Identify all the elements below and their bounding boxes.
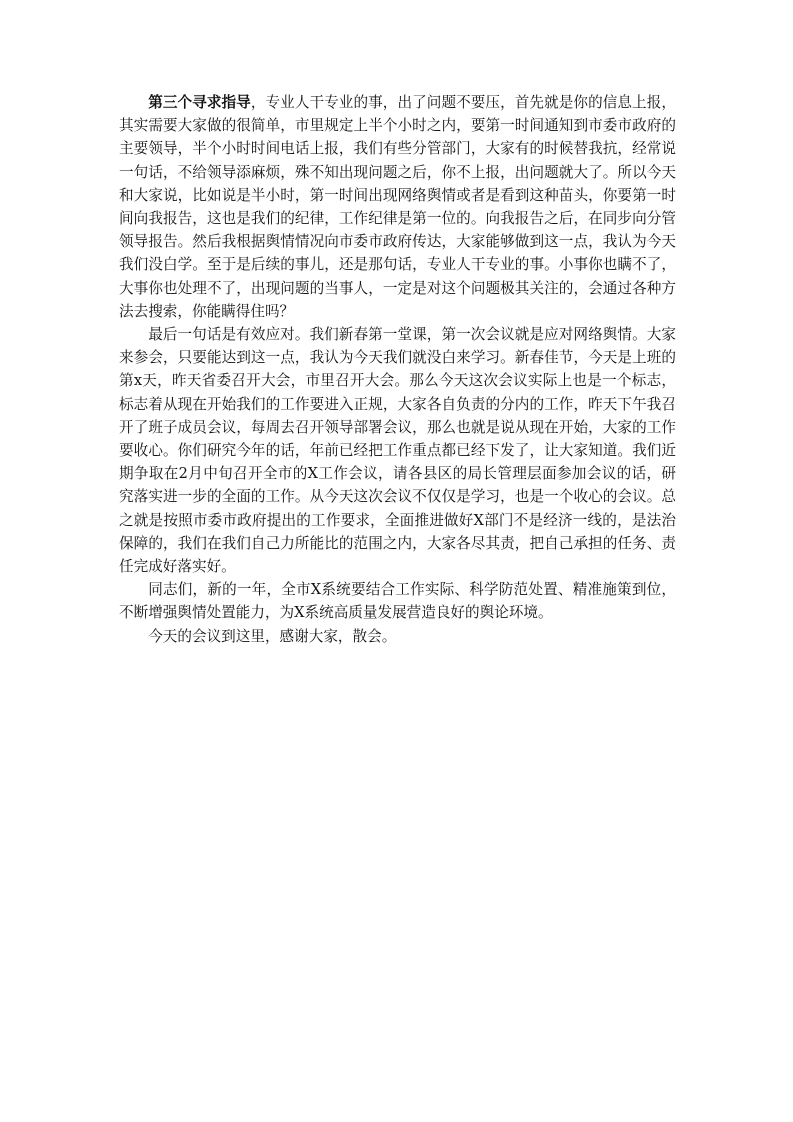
paragraph-guidance [119,91,676,323]
paragraph-effective-response [119,323,676,578]
paragraph-body-text: 最后一句话是有效应对。我们新春第一堂课，第一次会议就是应对网络舆情。大家来参会，只要能达到这一点，我认为今天我们就没白来学习。新春佳节，今天是上班的第x天，昨天省委召开大会，市里召开大会。那么今天这次会议实际上也是一个标志，标志着从现在开始我们的工作要进入正规，大家各自负责的分内的工作，昨天下午我召开了班子成员会议，每周去召开领导部署会议，那么也就是说从现在开始，大家的工作要收心。你们研究今年的话，年前已经把工作重点都已经下发了，让大家知道。我们近期争取在2月中旬召开全市的X工作会议，请各县区的局长管理层面参加会议的话，研究落实进一步的全面的工作。从今天这次会议不仅仅是学习，也是一个收心的会议。总之就是按照市委市政府提出的工作要求，全面推进做好X部门不是经济一线的，是法治保障的，我们在我们自己力所能比的范围之内，大家各尽其责，把自己承担的任务、责任完成好落实好。 [119,326,676,576]
paragraph-lead-heading: 第三个寻求指导 [148,94,251,111]
paragraph-body-text: 今天的会议到这里，感谢大家，散会。 [148,627,397,645]
document-page [119,91,676,648]
paragraph-closing [119,625,676,648]
paragraph-body-text: ，专业人干专业的事，出了问题不要压，首先就是你的信息上报，其实需要大家做的很简单，市里规定上半个小时之内，要第一时间通知到市委市政府的主要领导，半个小时时间电话上报，我们有些分管部门，大家有的时候替我抗，经常说一句话，不给领导添麻烦，殊不知出现问题之后，你不上报，出问题就大了。所以今天和大家说，比如说是半小时，第一时间出现网络舆情或者是看到这种苗头，你要第一时间向我报告，这也是我们的纪律，工作纪律是第一位的。向我报告之后，在同步向分管领导报告。然后我根据舆情情况向市委市政府传达，大家能够做到这一点，我认为今天我们没白学。至于是后续的事儿，还是那句话，专业人干专业的事。小事你也瞒不了，大事你也处理不了，出现问题的当事人，一定是对这个问题极其关注的，会通过各种方法去搜索，你能瞒得住吗？ [119,94,676,320]
paragraph-comrades [119,578,676,624]
paragraph-body-text: 同志们，新的一年，全市X系统要结合工作实际、科学防范处置、精准施策到位，不断增强舆情处置能力，为X系统高质量发展营造良好的舆论环境。 [119,581,676,622]
